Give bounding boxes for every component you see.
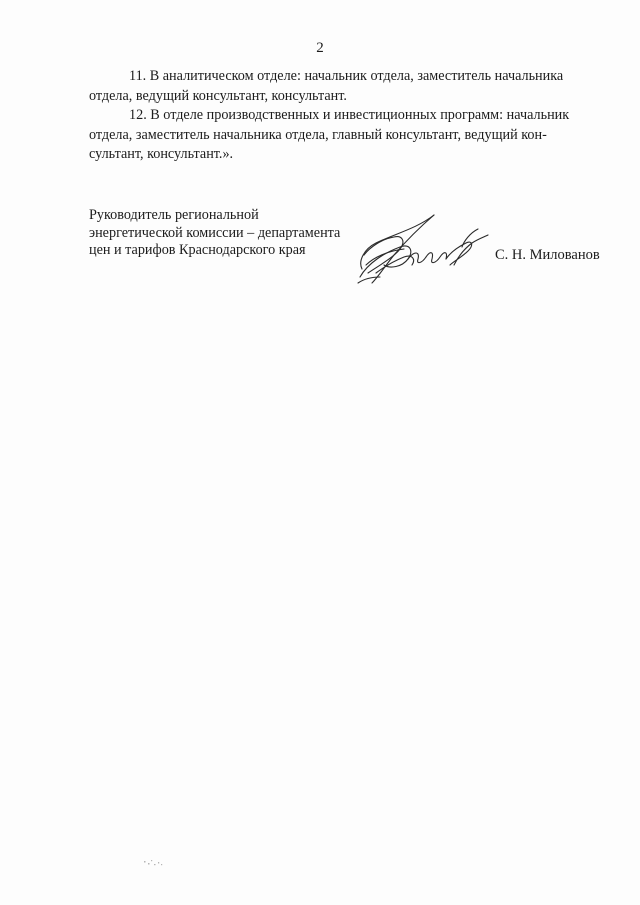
scan-artifact-icon	[142, 858, 164, 868]
signer-position-line: Руководитель региональной	[89, 207, 259, 223]
signer-position	[89, 207, 340, 260]
paragraph-line: 11. В аналитическом отделе: начальник отдела, заместитель начальника	[129, 68, 564, 84]
paragraph-item-11	[89, 67, 579, 106]
signer-position-line: цен и тарифов Краснодарского края	[89, 242, 306, 258]
signature-block	[89, 207, 600, 297]
signer-name: С. Н. Милованов	[495, 247, 600, 263]
paragraph-line: 12. В отделе производственных и инвестиционных программ: начальник	[129, 107, 570, 124]
paragraph-line: отдела, ведущий консультант, консультант.	[89, 87, 347, 104]
document-body	[89, 67, 579, 165]
paragraph-line: сультант, консультант.».	[89, 146, 234, 163]
paragraph-line: отдела, заместитель начальника отдела, главный консультант, ведущий кон-	[89, 126, 547, 143]
page-number: 2	[316, 40, 324, 56]
signer-position-line: энергетической комиссии – департамента	[89, 224, 341, 241]
handwritten-signature-icon	[354, 207, 494, 292]
paragraph-item-12	[89, 106, 579, 165]
